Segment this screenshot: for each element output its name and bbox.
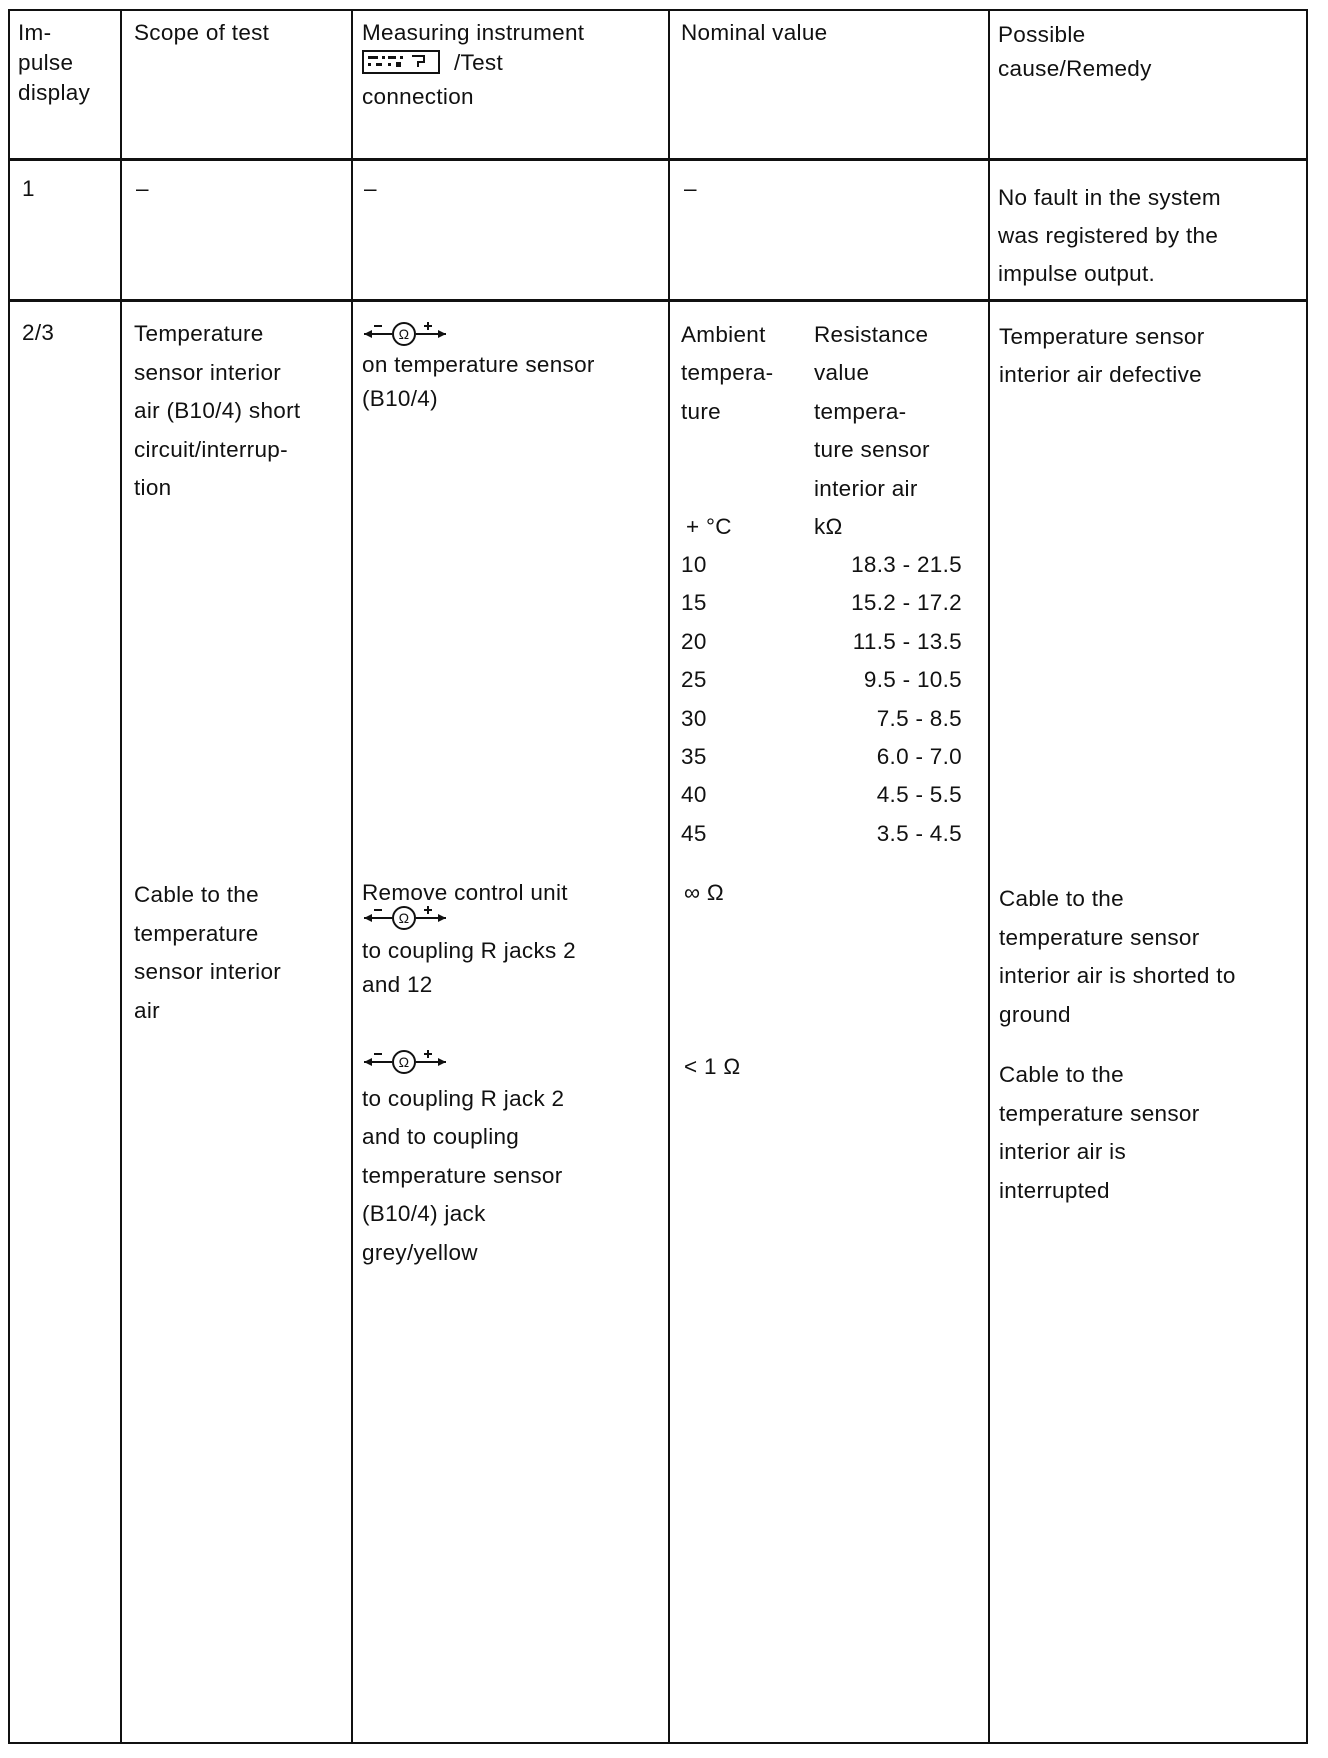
multimeter-display-icon (362, 50, 440, 82)
row2-cause-defective: Temperature sensor interior air defective (999, 324, 1205, 387)
row2-cause-interrupted: Cable to the temperature sensor interior air is interrupted (999, 1062, 1200, 1203)
row2-cause-shorted: Cable to the temperature sensor interior air is shorted to ground (999, 886, 1236, 1027)
row2-instrument-coupling: Ω to coupling R jack 2 and to coupling temperature sensor (B10/4) jack grey/yellow (362, 1046, 564, 1272)
table-row: 11.5 - 13.5 (852, 628, 962, 654)
row1-scope: – (136, 176, 149, 201)
table-row: 20 (681, 628, 707, 654)
header-nominal-value: Nominal value (681, 20, 828, 45)
column-divider (351, 9, 353, 1744)
row2-instrument-remove-unit: Remove control unit Ω to coupling R jacks 2 and 12 (362, 880, 576, 997)
ohmmeter-icon (362, 318, 462, 346)
row2-scope-cable: Cable to the temperature sensor interior air (134, 882, 282, 1023)
row2-instrument-sensor: Ω on temperature sensor (B10/4) (362, 318, 595, 416)
table-row: 15 (681, 590, 707, 616)
table-row: 7.5 - 8.5 (876, 705, 962, 731)
row2-impulse: 2/3 (22, 320, 55, 345)
row2-scope-short-circuit: Temperature sensor interior air (B10/4) short circuit/interrup- tion (134, 321, 301, 500)
row2-nominal-low: < 1 Ω (684, 1054, 741, 1079)
svg-text:Ω: Ω (398, 910, 410, 926)
resistance-value-header: Resistance value tempera- ture sensor interior air (814, 322, 930, 501)
table-row: 6.0 - 7.0 (876, 744, 962, 770)
header-impulse-display: Im- pulse display (18, 20, 91, 105)
row1-impulse: 1 (22, 176, 35, 201)
table-row: 40 (681, 782, 707, 808)
row1-nominal: – (684, 176, 697, 201)
table-row: 45 (681, 820, 707, 846)
resistance-column (814, 546, 962, 853)
resistance-unit: kΩ (814, 514, 843, 539)
row-divider (8, 158, 1308, 161)
table-row: 10 (681, 552, 707, 577)
ambient-temperature-header: Ambient tempera- ture (681, 322, 774, 424)
table-row: 18.3 - 21.5 (851, 552, 962, 577)
row1-instrument: – (364, 176, 377, 201)
column-divider (120, 9, 122, 1744)
table-row: 4.5 - 5.5 (876, 782, 962, 808)
temperature-column (681, 546, 707, 853)
header-possible-cause: Possible cause/Remedy (998, 22, 1152, 81)
table-row: 30 (681, 705, 707, 731)
table-row: 3.5 - 4.5 (876, 820, 962, 846)
svg-text:Ω: Ω (398, 326, 410, 342)
table-row: 15.2 - 17.2 (851, 590, 962, 616)
ohmmeter-icon (362, 902, 462, 930)
header-measuring-instrument: Measuring instrument /Test connection (362, 20, 585, 109)
column-divider (668, 9, 670, 1744)
temperature-unit: + °C (686, 514, 732, 539)
svg-text:Ω: Ω (398, 1054, 410, 1070)
ohmmeter-icon (362, 1046, 462, 1074)
row2-nominal-infinite: ∞ Ω (684, 880, 725, 905)
table-row: 35 (681, 744, 707, 770)
table-row: 9.5 - 10.5 (863, 667, 962, 693)
column-divider (988, 9, 990, 1744)
row1-cause: No fault in the system was registered by the impulse output. (998, 185, 1221, 286)
header-scope-of-test: Scope of test (134, 20, 270, 45)
table-row: 25 (681, 667, 707, 693)
row-divider (8, 299, 1308, 302)
